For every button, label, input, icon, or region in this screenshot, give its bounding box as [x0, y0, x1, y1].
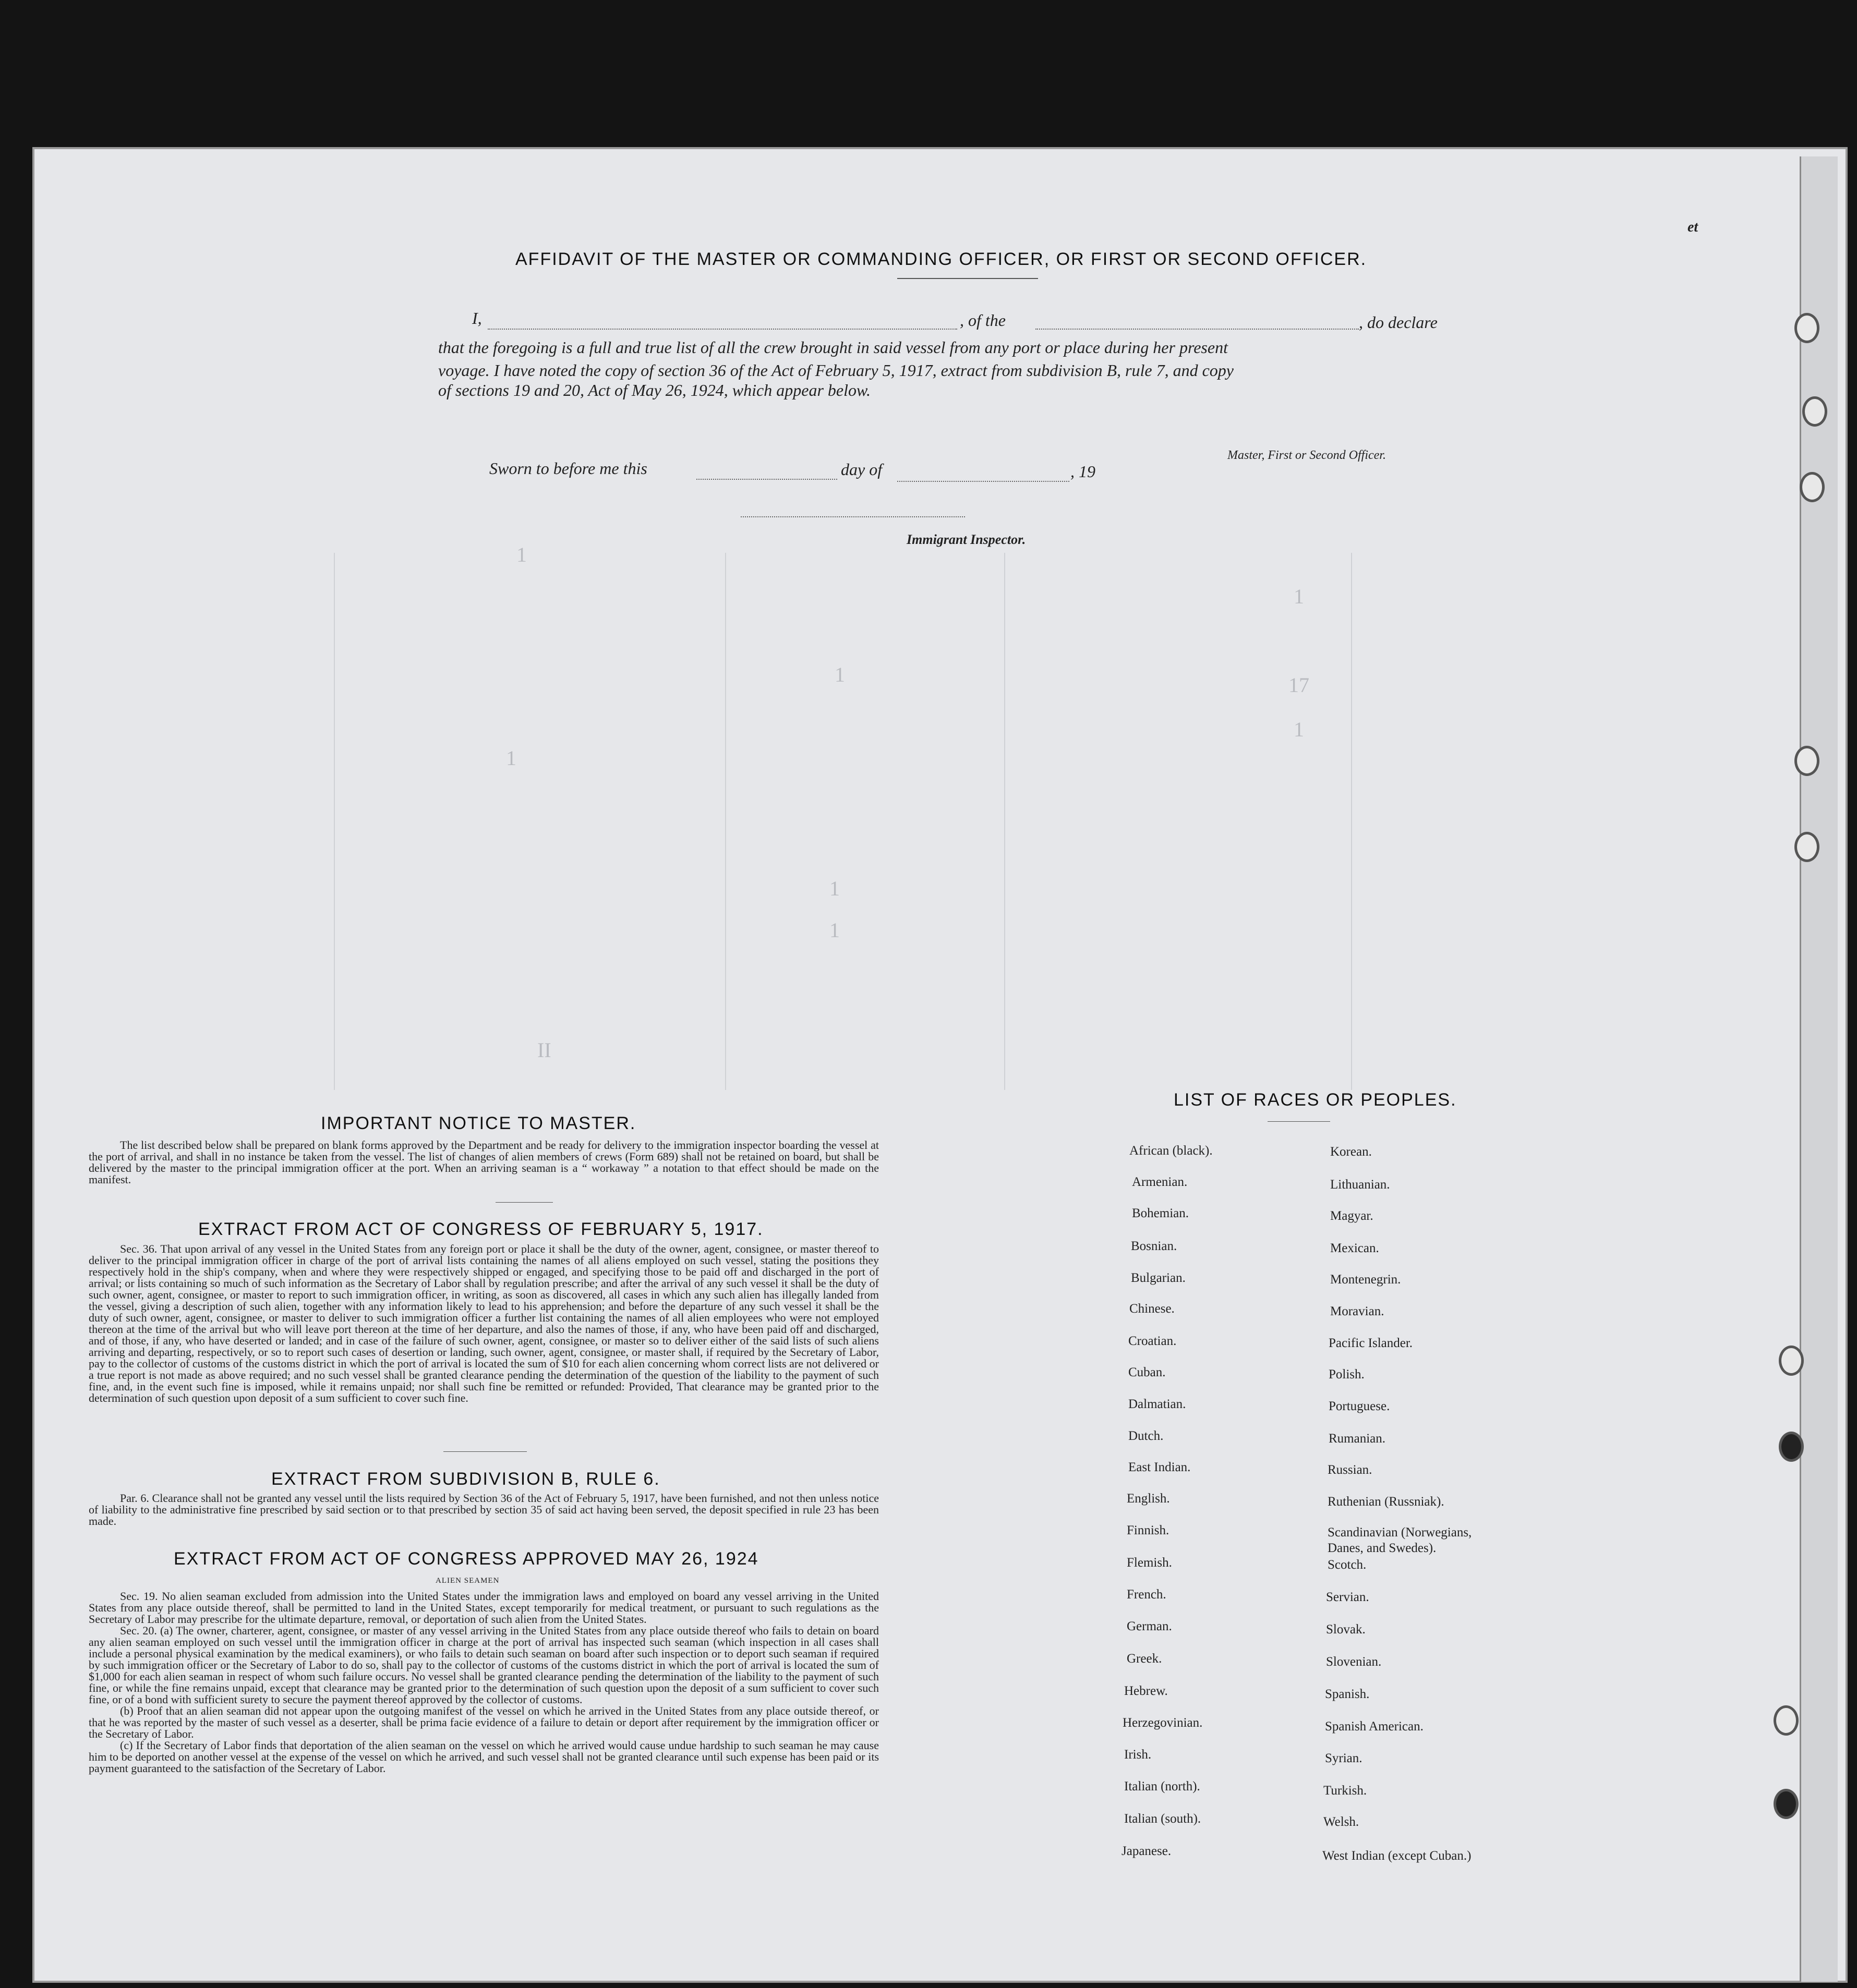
race-item: Pacific Islander. — [1329, 1336, 1413, 1350]
affidavit-do-declare: , do declare — [1359, 313, 1438, 332]
rule-6-title: EXTRACT FROM SUBDIVISION B, RULE 6. — [271, 1469, 660, 1489]
race-item: Bohemian. — [1132, 1206, 1189, 1220]
race-item: Korean. — [1330, 1145, 1372, 1159]
race-item: Slovak. — [1326, 1622, 1366, 1637]
race-item: Armenian. — [1132, 1175, 1188, 1189]
extract-1917-title: EXTRACT FROM ACT OF CONGRESS OF FEBRUARY 5, 1917. — [198, 1219, 764, 1239]
bleed-mark: 1 — [506, 746, 516, 770]
race-item: Irish. — [1124, 1748, 1152, 1762]
inspector-signature-blank[interactable] — [741, 516, 965, 517]
binder-hole — [1779, 1432, 1804, 1462]
race-item: German. — [1127, 1619, 1172, 1633]
race-item: Slovenian. — [1326, 1655, 1382, 1669]
affidavit-line-2: that the foregoing is a full and true list of all the crew brought in said vessel from any port or place during her present — [438, 338, 1228, 357]
bleed-line — [334, 553, 335, 1090]
race-item: West Indian (except Cuban.) — [1322, 1849, 1472, 1863]
race-item: Syrian. — [1325, 1751, 1362, 1765]
races-rule — [1268, 1121, 1330, 1122]
race-item: Flemish. — [1127, 1556, 1172, 1570]
race-item: Polish. — [1329, 1367, 1365, 1381]
race-item: Bosnian. — [1131, 1239, 1177, 1253]
page-edge — [1800, 156, 1838, 1982]
race-item: Bulgarian. — [1131, 1271, 1186, 1285]
race-item: Spanish American. — [1325, 1719, 1424, 1734]
binder-hole — [1779, 1345, 1804, 1376]
race-item: Dutch. — [1128, 1429, 1164, 1443]
race-item: Moravian. — [1330, 1304, 1384, 1318]
sec-36-paragraph: Sec. 36. That upon arrival of any vessel in the United States from any foreign port or place it shall be the duty of the owner, agent, consignee, or master thereof to deliver to the principal immigration officer in charge of the port of arrival lists containing the names of all aliens employed on such vessel, stating the positions they respectively hold in the ship's company, when and where they were respectively shipped or engaged, and specifying those to be paid off and discharged in the port of arrival; or lists containing so much of such information as the Secretary of Labor shall by regulation prescribe; and after the arrival of any such vessel it shall be the duty of such owner, agent, consignee, or master to report to such immigration officer, in writing, as soon as discovered, all cases in which any such alien has illegally landed from the vessel, giving a description of such alien, together with any information likely to lead to his apprehension; and before the departure of any such vessel it shall be the duty of such owner, agent, consignee, or master to deliver to such immigration officer a further list containing the names of all alien employees who were not employed thereon at the time of the arrival but who will leave port thereon at the time of her departure, and also the names of those, if any, who have been paid off and discharged, and of those, if any, who have deserted or landed; and in case of the failure of such owner, agent, consignee, or master so to deliver either of the said lists of such aliens arriving and departing, respectively, or so to report such cases of desertion or landing, such owner, agent, consignee, or master shall, if required by the Secretary of Labor, pay to the collector of customs of the customs district in which the port of arrival is located the sum of $10 for each alien concerning whom correct lists are not delivered or a true report is not made as above required; and no such vessel shall be granted clearance pending the determination of the question of the liability to the payment of such fine, and, in the event such fine is imposed, while it remains unpaid; nor shall such fine be remitted or refunded: Provided, That clearance may be granted prior to the determination of such question upon deposit of a sum sufficient to cover such fine. — [89, 1242, 879, 1404]
notice-rule — [496, 1202, 553, 1203]
binder-hole — [1794, 832, 1819, 862]
race-item: Greek. — [1127, 1652, 1162, 1666]
extract-1917-text — [89, 1243, 879, 1404]
race-item: Magyar. — [1330, 1209, 1373, 1223]
race-item: Portuguese. — [1329, 1399, 1390, 1413]
bleed-mark: 1 — [829, 877, 840, 900]
affidavit-line-4: of sections 19 and 20, Act of May 26, 1924, which appear below. — [438, 381, 871, 399]
race-item: Servian. — [1326, 1590, 1369, 1604]
extract-1924-text — [89, 1591, 879, 1774]
bleed-line — [1351, 553, 1352, 1090]
binder-hole — [1802, 396, 1827, 427]
race-item: Italian (north). — [1124, 1779, 1200, 1793]
race-item: Spanish. — [1325, 1687, 1370, 1701]
title-rule — [897, 278, 1038, 279]
race-item: English. — [1127, 1492, 1170, 1506]
race-item: Dalmatian. — [1128, 1397, 1186, 1411]
bleed-mark: 1 — [829, 918, 840, 942]
extract-1917-rule — [443, 1451, 527, 1452]
bleed-mark: 1 — [835, 663, 845, 686]
race-item: Italian (south). — [1124, 1812, 1201, 1826]
race-item: Russian. — [1328, 1463, 1372, 1477]
binder-hole — [1774, 1789, 1799, 1819]
vessel-blank[interactable] — [1035, 329, 1359, 330]
binder-hole — [1794, 746, 1819, 776]
affidavit-of-the: , of the — [960, 311, 1006, 330]
sec-20c-paragraph: (c) If the Secretary of Labor finds that deportation of the alien seaman on the vessel on which he arrived would cause undue hardship to such seaman he may cause him to be deported on another vessel at the expense of the vessel on which he arrived, and such vessel shall not be granted clearance until such expense has been paid or its payment guaranteed to the satisfaction of the Secretary of Labor. — [89, 1739, 879, 1775]
notice-paragraph: The list described below shall be prepared on blank forms approved by the Department and be ready for delivery to the immigration inspector boarding the vessel at the port of arrival, and shall in no instance be taken from the vessel. The list of changes of alien members of crews (Form 689) shall not be retained on board, but shall be delivered by the master to the principal immigration officer at the port. When an arriving seaman is a “ workaway ” a notation to that effect should be made on the manifest. — [89, 1138, 879, 1186]
corner-mark: et — [1687, 219, 1698, 235]
race-item: Ruthenian (Russniak). — [1328, 1495, 1444, 1509]
sec-20a-paragraph: Sec. 20. (a) The owner, charterer, agent, consignee, or master of any vessel arriving in the United States from any place outside thereof who fails to detain on board any alien seaman employed on such vessel until the immigration officer in charge at the port of arrival has inspected such seaman (which inspection in all cases shall include a personal physical examination by the medical examiners), or who fails to detain such seaman on board after such inspection or to deport such seaman if required by such immigration officer or the Secretary of Labor to do so, shall pay to the collector of customs of the customs district in which the port of arrival is located the sum of $1,000 for each alien seaman in respect of whom such failure occurs. No vessel shall be granted clearance pending the determination of the liability to the payment of such fine, or while the fine remains unpaid, except that clearance may be granted prior to the determination of such question upon the deposit of a sum sufficient to cover such fine, or of a bond with sufficient surety to secure the payment thereof approved by the collector of customs. — [89, 1624, 879, 1706]
race-item: African (black). — [1129, 1144, 1213, 1158]
race-item: Rumanian. — [1329, 1432, 1386, 1446]
sec-20b-paragraph: (b) Proof that an alien seaman did not appear upon the outgoing manifest of the vessel on which he arrived in the United States from any place outside thereof, or that he was reported by the master of such vessel as a deserter, shall be prima facie evidence of a failure to detain or deport after requirement by the immigration officer or the Secretary of Labor. — [89, 1704, 879, 1740]
affidavit-title: AFFIDAVIT OF THE MASTER OR COMMANDING OFFICER, OR FIRST OR SECOND OFFICER. — [515, 249, 1367, 269]
race-item: French. — [1127, 1587, 1166, 1602]
binder-hole — [1800, 472, 1825, 502]
alien-seamen-subtitle: ALIEN SEAMEN — [436, 1577, 500, 1585]
rule-6-paragraph: Par. 6. Clearance shall not be granted any vessel until the lists required by Section 36 of the Act of February 5, 1917, have been furnished, and not then unless notice of liability to the administrative fine prescribed by said section or to that prescribed by section 35 of said act having been served, the deposit specified in rule 23 has been made. — [89, 1492, 879, 1528]
day-of-label: day of — [841, 460, 883, 479]
inspector-label: Immigrant Inspector. — [907, 532, 1026, 547]
master-signature-label: Master, First or Second Officer. — [1227, 448, 1386, 462]
race-item: Mexican. — [1330, 1241, 1379, 1255]
bleed-mark: 17 — [1288, 673, 1309, 697]
binder-hole — [1774, 1705, 1799, 1736]
extract-1924-title: EXTRACT FROM ACT OF CONGRESS APPROVED MAY 26, 1924 — [174, 1549, 759, 1569]
bleed-line — [1004, 553, 1005, 1090]
race-item: Turkish. — [1323, 1784, 1367, 1798]
race-item: Japanese. — [1122, 1844, 1172, 1858]
bleed-mark: II — [537, 1038, 551, 1062]
sworn-month-blank[interactable] — [897, 481, 1069, 482]
race-item: Cuban. — [1128, 1365, 1166, 1379]
binder-hole — [1794, 313, 1819, 343]
sworn-day-blank[interactable] — [696, 479, 837, 480]
race-item: Herzegovinian. — [1123, 1716, 1203, 1730]
races-title: LIST OF RACES OR PEOPLES. — [1174, 1090, 1457, 1110]
race-item: Montenegrin. — [1330, 1272, 1401, 1287]
bleed-mark: 1 — [516, 543, 527, 566]
race-item: Croatian. — [1128, 1334, 1177, 1348]
race-item: Chinese. — [1129, 1302, 1175, 1316]
affidavit-line-3: voyage. I have noted the copy of section 36 of the Act of February 5, 1917, extract from subdivision B, rule 7, and copy — [438, 361, 1234, 380]
race-item: Scandinavian (Norwegians, Danes, and Swedes). — [1328, 1525, 1472, 1555]
race-item: East Indian. — [1128, 1460, 1191, 1474]
affidavit-i: I, — [472, 309, 482, 328]
race-item: Finnish. — [1127, 1523, 1169, 1537]
race-item: Scotch. — [1328, 1558, 1367, 1572]
race-item: Welsh. — [1323, 1815, 1359, 1829]
notice-title: IMPORTANT NOTICE TO MASTER. — [321, 1113, 636, 1133]
notice-text — [89, 1140, 879, 1185]
bleed-line — [725, 553, 726, 1090]
sworn-label: Sworn to before me this — [489, 459, 647, 478]
name-blank[interactable] — [488, 329, 957, 330]
race-item: Lithuanian. — [1330, 1178, 1390, 1192]
race-item: Hebrew. — [1124, 1684, 1168, 1698]
sec-19-paragraph: Sec. 19. No alien seaman excluded from admission into the United States under the immigration laws and employed on board any vessel arriving in the United States from any place outside thereof, shall be permitted to land in the United States, except temporarily for medical treatment, or pursuant to such regulations as the Secretary of Labor may prescribe for the ultimate departure, removal, or deportation of such alien from the United States. — [89, 1590, 879, 1626]
rule-6-text — [89, 1493, 879, 1527]
year-label: , 19 — [1070, 462, 1095, 481]
bleed-mark: 1 — [1294, 585, 1304, 608]
bleed-mark: 1 — [1294, 718, 1304, 741]
